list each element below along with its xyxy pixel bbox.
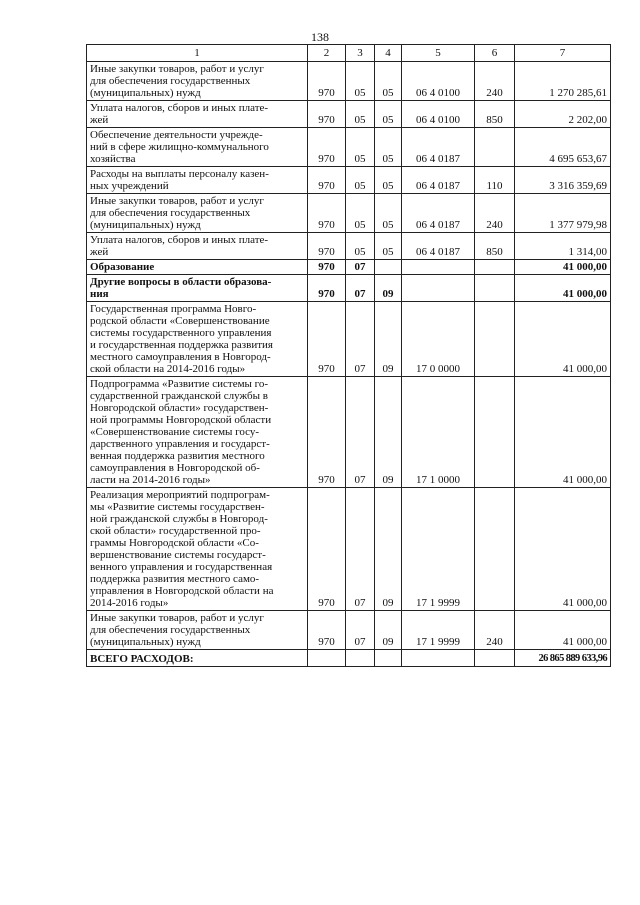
target-article-cell: 06 4 0187 bbox=[402, 167, 475, 194]
target-article-cell: 17 1 0000 bbox=[402, 377, 475, 488]
target-article-cell: 17 1 9999 bbox=[402, 611, 475, 650]
table-row bbox=[87, 167, 611, 194]
amount-cell: 2 202,00 bbox=[515, 101, 611, 128]
subsection-code-cell: 05 bbox=[375, 233, 402, 260]
row-name-cell: Другие вопросы в области образова- ния bbox=[87, 275, 308, 302]
target-article-cell: 17 1 9999 bbox=[402, 488, 475, 611]
subsection-code-cell: 05 bbox=[375, 62, 402, 101]
header-cell: 6 bbox=[475, 45, 515, 62]
row-name-cell: Расходы на выплаты персоналу казен- ных учреждений bbox=[87, 167, 308, 194]
expense-type-cell bbox=[475, 377, 515, 488]
expense-type-cell bbox=[475, 128, 515, 167]
row-name-cell: Иные закупки товаров, работ и услуг для обеспечения государственных (муниципальных) нужд bbox=[87, 194, 308, 233]
expense-type-cell: 110 bbox=[475, 167, 515, 194]
total-amount: 26 865 889 633,96 bbox=[515, 650, 611, 667]
header-row bbox=[87, 45, 611, 62]
header-cell: 3 bbox=[346, 45, 375, 62]
total-empty-cell bbox=[375, 650, 402, 667]
row-name-cell: Государственная программа Новго- родской области «Совершенствование системы государственного управления и государственная поддержка развития местного самоуправления в Новгород- ской области на 2014-2016 годы» bbox=[87, 302, 308, 377]
section-code-cell: 07 bbox=[346, 488, 375, 611]
expense-type-cell: 850 bbox=[475, 233, 515, 260]
target-article-cell: 06 4 0100 bbox=[402, 101, 475, 128]
expense-type-cell bbox=[475, 260, 515, 275]
amount-cell: 41 000,00 bbox=[515, 302, 611, 377]
total-empty-cell bbox=[308, 650, 346, 667]
section-code-cell: 07 bbox=[346, 611, 375, 650]
table-row bbox=[87, 275, 611, 302]
target-article-cell: 06 4 0187 bbox=[402, 233, 475, 260]
subsection-code-cell: 09 bbox=[375, 611, 402, 650]
amount-cell: 41 000,00 bbox=[515, 488, 611, 611]
total-row bbox=[87, 650, 611, 667]
header-cell: 2 bbox=[308, 45, 346, 62]
section-code-cell: 05 bbox=[346, 194, 375, 233]
section-code-cell: 05 bbox=[346, 128, 375, 167]
subsection-code-cell: 09 bbox=[375, 275, 402, 302]
ministry-code-cell: 970 bbox=[308, 275, 346, 302]
table-row bbox=[87, 233, 611, 260]
row-name-cell: Образование bbox=[87, 260, 308, 275]
row-name-cell: Обеспечение деятельности учрежде- ний в сфере жилищно-коммунального хозяйства bbox=[87, 128, 308, 167]
total-empty-cell bbox=[402, 650, 475, 667]
subsection-code-cell: 05 bbox=[375, 101, 402, 128]
ministry-code-cell: 970 bbox=[308, 167, 346, 194]
amount-cell: 41 000,00 bbox=[515, 260, 611, 275]
section-code-cell: 05 bbox=[346, 101, 375, 128]
row-name-cell: Уплата налогов, сборов и иных плате- жей bbox=[87, 101, 308, 128]
header-cell: 1 bbox=[87, 45, 308, 62]
subsection-code-cell: 05 bbox=[375, 128, 402, 167]
amount-cell: 1 377 979,98 bbox=[515, 194, 611, 233]
table-row bbox=[87, 611, 611, 650]
amount-cell: 3 316 359,69 bbox=[515, 167, 611, 194]
row-name-cell: Иные закупки товаров, работ и услуг для обеспечения государственных (муниципальных) нужд bbox=[87, 62, 308, 101]
amount-cell: 1 270 285,61 bbox=[515, 62, 611, 101]
target-article-cell: 06 4 0187 bbox=[402, 194, 475, 233]
section-code-cell: 05 bbox=[346, 233, 375, 260]
amount-cell: 41 000,00 bbox=[515, 377, 611, 488]
total-empty-cell bbox=[475, 650, 515, 667]
amount-cell: 1 314,00 bbox=[515, 233, 611, 260]
table-row bbox=[87, 260, 611, 275]
row-name-cell: Подпрограмма «Развитие системы го- сударственной гражданской службы в Новгородской области» государствен- ной программы Новгородской области «Совершенствование системы госу- дарственного управления и государст- венная поддержка развития местного самоуправления в Новгородской об- ласти на 2014-2016 годы» bbox=[87, 377, 308, 488]
amount-cell: 4 695 653,67 bbox=[515, 128, 611, 167]
section-code-cell: 05 bbox=[346, 167, 375, 194]
header-cell: 7 bbox=[515, 45, 611, 62]
amount-cell: 41 000,00 bbox=[515, 611, 611, 650]
header-cell: 5 bbox=[402, 45, 475, 62]
expense-type-cell: 850 bbox=[475, 101, 515, 128]
row-name-cell: Иные закупки товаров, работ и услуг для обеспечения государственных (муниципальных) нужд bbox=[87, 611, 308, 650]
ministry-code-cell: 970 bbox=[308, 611, 346, 650]
ministry-code-cell: 970 bbox=[308, 194, 346, 233]
table-row bbox=[87, 128, 611, 167]
section-code-cell: 07 bbox=[346, 260, 375, 275]
table-row bbox=[87, 377, 611, 488]
expense-type-cell bbox=[475, 275, 515, 302]
amount-cell: 41 000,00 bbox=[515, 275, 611, 302]
table-row bbox=[87, 101, 611, 128]
table-row bbox=[87, 302, 611, 377]
subsection-code-cell: 09 bbox=[375, 302, 402, 377]
subsection-code-cell: 09 bbox=[375, 488, 402, 611]
total-label: ВСЕГО РАСХОДОВ: bbox=[87, 650, 308, 667]
header-cell: 4 bbox=[375, 45, 402, 62]
expense-type-cell bbox=[475, 302, 515, 377]
target-article-cell: 17 0 0000 bbox=[402, 302, 475, 377]
target-article-cell: 06 4 0187 bbox=[402, 128, 475, 167]
expense-type-cell: 240 bbox=[475, 194, 515, 233]
ministry-code-cell: 970 bbox=[308, 488, 346, 611]
section-code-cell: 05 bbox=[346, 62, 375, 101]
expenditure-table bbox=[86, 44, 611, 667]
target-article-cell: 06 4 0100 bbox=[402, 62, 475, 101]
table-row bbox=[87, 194, 611, 233]
ministry-code-cell: 970 bbox=[308, 101, 346, 128]
ministry-code-cell: 970 bbox=[308, 128, 346, 167]
expense-type-cell: 240 bbox=[475, 62, 515, 101]
section-code-cell: 07 bbox=[346, 302, 375, 377]
expense-type-cell bbox=[475, 488, 515, 611]
ministry-code-cell: 970 bbox=[308, 302, 346, 377]
ministry-code-cell: 970 bbox=[308, 62, 346, 101]
subsection-code-cell: 05 bbox=[375, 194, 402, 233]
row-name-cell: Реализация мероприятий подпрограм- мы «Развитие системы государствен- ной гражданской службы в Новгород- ской области» государственной про- граммы Новгородской области «Со- вершенствование системы государст- венного управления и государственная поддержка развития местного само- управления в Новгородской области на 2014-2016 годы» bbox=[87, 488, 308, 611]
target-article-cell bbox=[402, 260, 475, 275]
expense-type-cell: 240 bbox=[475, 611, 515, 650]
section-code-cell: 07 bbox=[346, 377, 375, 488]
subsection-code-cell: 09 bbox=[375, 377, 402, 488]
section-code-cell: 07 bbox=[346, 275, 375, 302]
table-row bbox=[87, 62, 611, 101]
total-empty-cell bbox=[346, 650, 375, 667]
subsection-code-cell bbox=[375, 260, 402, 275]
ministry-code-cell: 970 bbox=[308, 233, 346, 260]
table-row bbox=[87, 488, 611, 611]
ministry-code-cell: 970 bbox=[308, 377, 346, 488]
target-article-cell bbox=[402, 275, 475, 302]
ministry-code-cell: 970 bbox=[308, 260, 346, 275]
subsection-code-cell: 05 bbox=[375, 167, 402, 194]
row-name-cell: Уплата налогов, сборов и иных плате- жей bbox=[87, 233, 308, 260]
page-number: 138 bbox=[311, 30, 329, 44]
